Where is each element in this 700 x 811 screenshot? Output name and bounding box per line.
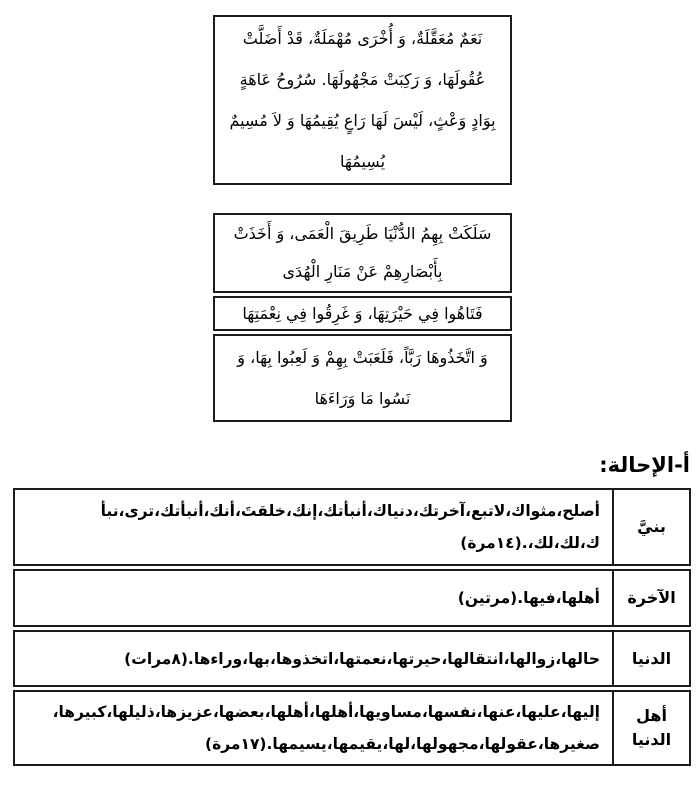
quote-line: عُقُولَهَا، وَ رَكِبَتْ مَجْهُولَهَا. سُرُوحُ عَاهَةٍ [239, 70, 486, 89]
row-label-cell: بنيَّ [612, 490, 689, 564]
table-row [13, 690, 691, 766]
row-label-cell: الدنيا [612, 632, 689, 685]
row-content-cell [15, 571, 612, 625]
document-page [0, 15, 700, 811]
quote-line: سَلَكَتْ بِهِمُ الدُّنْيَا طَرِيقَ الْعَمَى، وَ أَخَذَتْ [233, 224, 492, 243]
row-content-cell [15, 692, 612, 764]
reference-table [13, 488, 691, 766]
content-line: حالها،زوالها،انتقالها،حيرتها،نعمتها،اتخذوها،بها،وراءها.(٨مرات) [124, 649, 600, 668]
content-line: ك،لك،لك،.(١٤مرة) [460, 534, 600, 552]
quote-box-2-cell-1 [213, 213, 512, 293]
row-label-cell: أهل الدنيا [612, 692, 689, 764]
quote-box-1 [213, 15, 512, 185]
row-label-cell: الآخرة [612, 571, 689, 625]
table-row [13, 630, 691, 687]
section-heading: أ-الإحالة: [599, 453, 690, 477]
quote-line: وَ اتَّخَذُوهَا رَبَّاً، فَلَعَبَتْ بِهِمْ وَ لَعِبُوا بِهَا، وَ [237, 348, 488, 367]
quote-box-2-cell-3 [213, 334, 512, 422]
row-content-cell [15, 490, 612, 564]
quote-line: يُسِيمُهَا [339, 152, 386, 171]
content-line: أهلها،فيها.(مرتين) [457, 589, 600, 607]
table-row [13, 488, 691, 566]
quote-line: نَسُوا مَا وَرَاءَهَا [314, 389, 411, 408]
quote-line: بِأَبْصَارِهِمْ عَنْ مَنَارِ الْهُدَى [282, 262, 443, 281]
quote-box-2-cell-2 [213, 296, 512, 331]
content-line: إليها،عليها،عنها،نفسها،مساويها،أهلها،أهلها،بعضها،عزيزها،ذليلها،كبيرها، [52, 703, 600, 721]
table-row [13, 569, 691, 627]
content-line: صغيرها،عقولها،مجهولها،لها،يقيمها،يسيمها.(١٧مرة) [205, 735, 600, 753]
content-line: أصلح،مثواك،لاتبع،آخرتك،دنياك،أنبأتك،إنك،خلقتَ،أنك،أنبأتك،ترى،نبأ [100, 502, 600, 520]
row-content-cell [15, 632, 612, 685]
quote-line: نَعَمٌ مُعَقَّلَةٌ، وَ أُخْرَى مُهْمَلَةٌ، قَدْ أَضَلَّتْ [242, 29, 483, 48]
quote-line: فَتَاهُوا فِي حَيْرَتِهَا، وَ غَرِقُوا فِي نِعْمَتِهَا [242, 303, 483, 323]
quote-line: بِوَادٍ وَعْثٍ، لَيْسَ لَهَا رَاعٍ يُقِيمُهَا وَ لاَ مُسِيمٌ [229, 111, 496, 130]
